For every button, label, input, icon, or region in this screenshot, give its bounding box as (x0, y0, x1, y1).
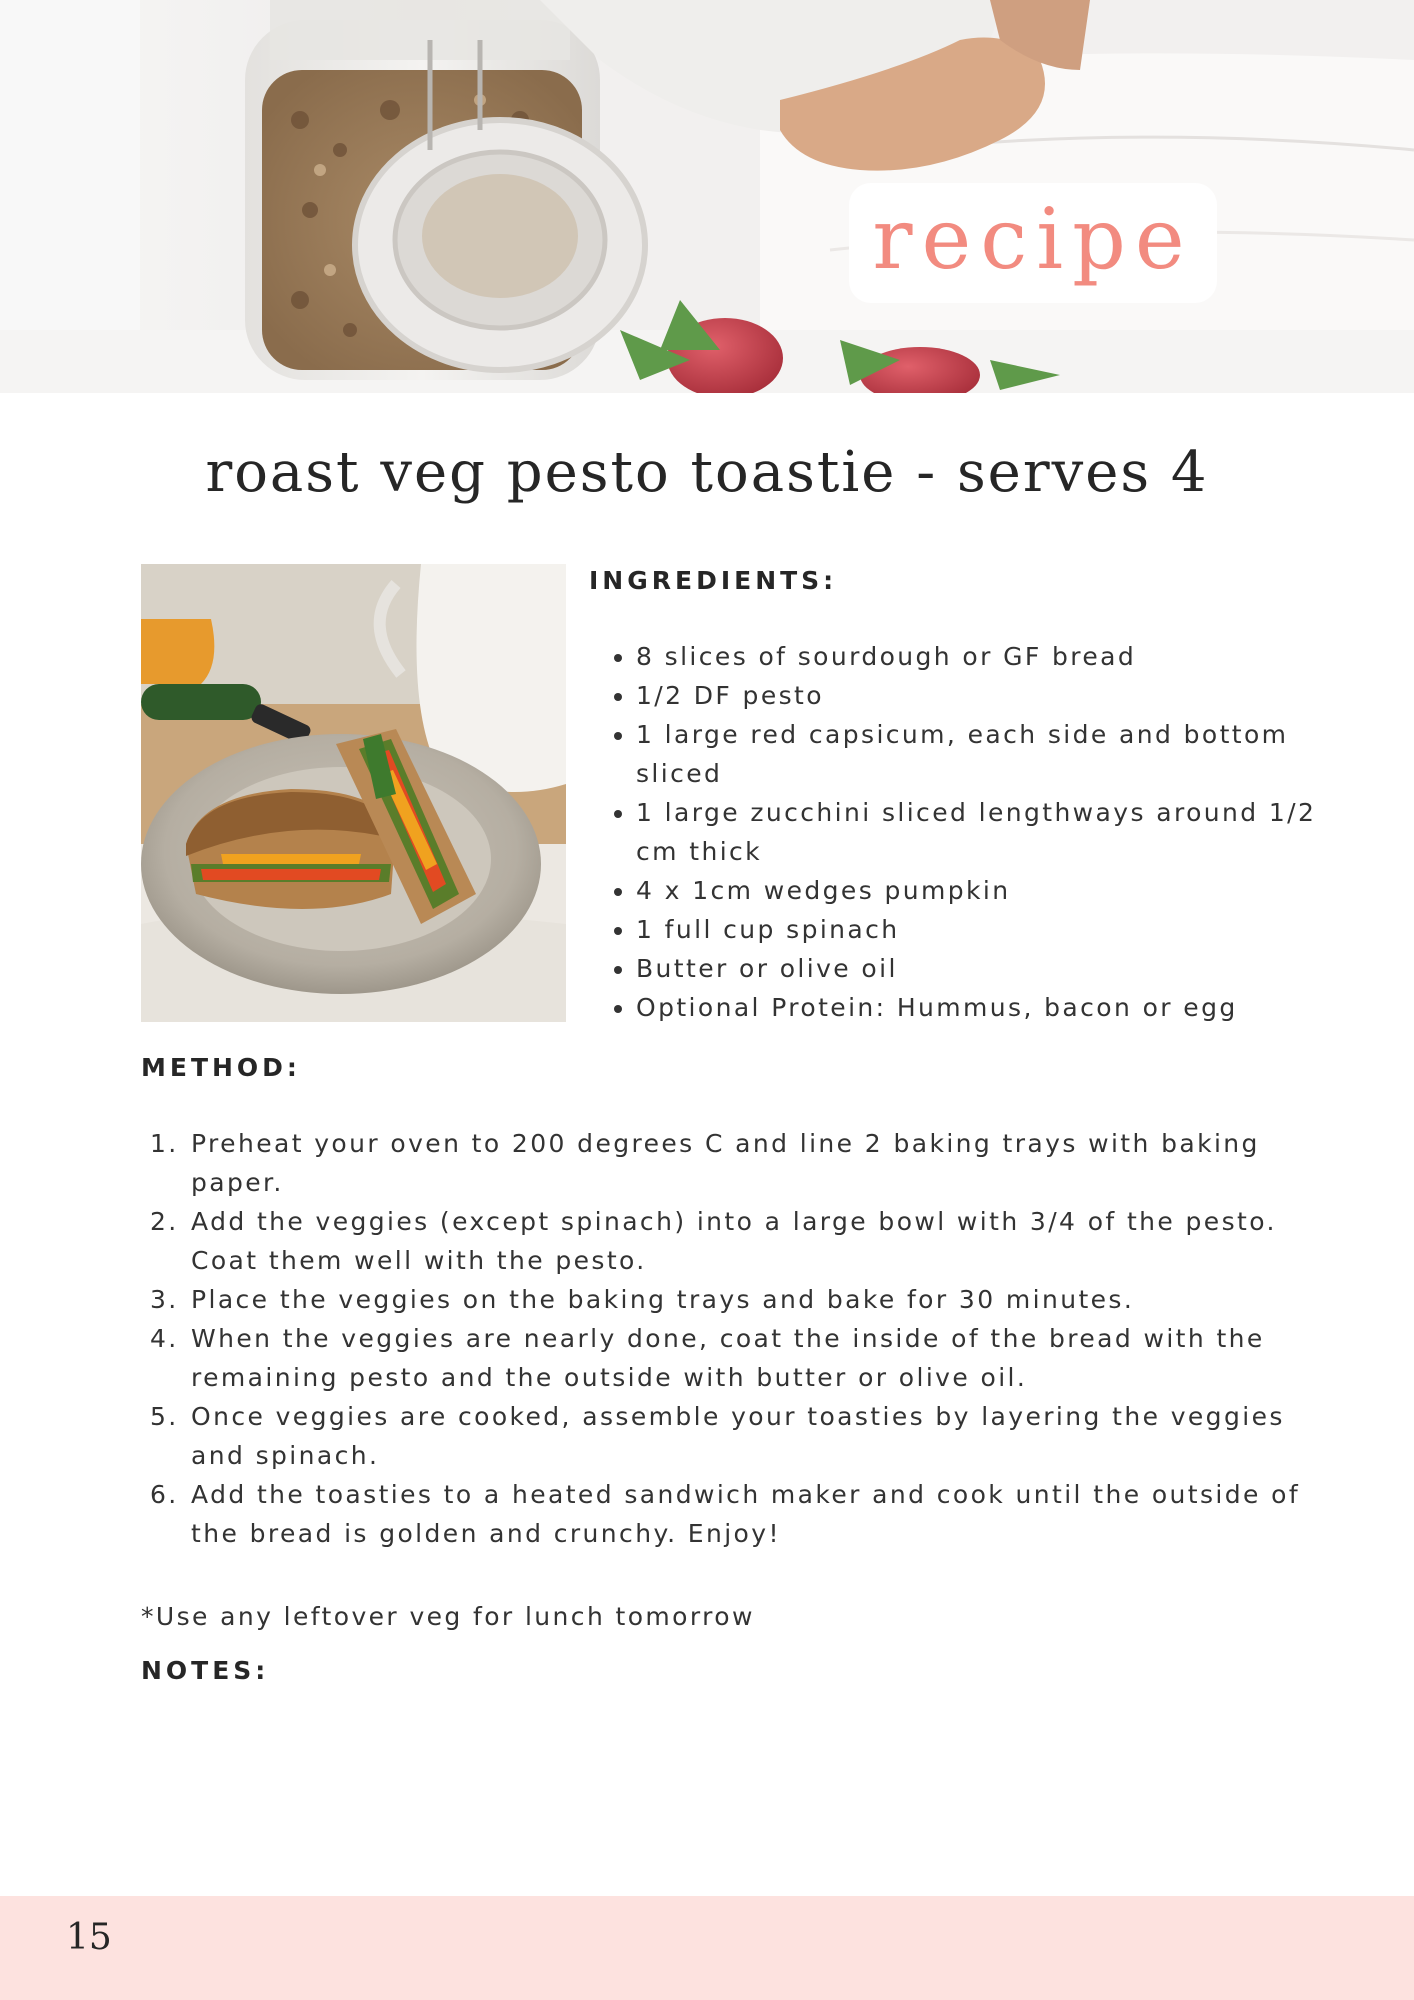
hero-photo (0, 0, 1414, 393)
leftover-tip: *Use any leftover veg for lunch tomorrow (141, 1602, 755, 1631)
notes-heading: NOTES: (141, 1656, 270, 1685)
method-step: 2. Add the veggies (except spinach) into a large bowl with 3/4 of the pesto. Coat them well with the pesto. (189, 1202, 1339, 1280)
ingredient-item: • Optional Protein: Hummus, bacon or egg (636, 988, 1356, 1027)
recipe-badge-text: recipe (872, 190, 1194, 288)
method-heading: METHOD: (141, 1053, 301, 1082)
recipe-badge (849, 183, 1217, 303)
page-number: 15 (66, 1917, 112, 1958)
ingredient-item: • 1 large red capsicum, each side and bottom sliced (636, 715, 1356, 793)
toastie-photo-illustration (141, 564, 566, 1022)
ingredient-item: • 1 full cup spinach (636, 910, 1356, 949)
toastie-photo (141, 564, 566, 1022)
method-step: 3. Place the veggies on the baking trays and bake for 30 minutes. (189, 1280, 1339, 1319)
ingredient-item: • 1 large zucchini sliced lengthways around 1/2 cm thick (636, 793, 1356, 871)
method-step: 4. When the veggies are nearly done, coat the inside of the bread with the remaining pesto and the outside with butter or olive oil. (189, 1319, 1339, 1397)
footer-band (0, 1896, 1414, 2000)
method-step: 5. Once veggies are cooked, assemble your toasties by layering the veggies and spinach. (189, 1397, 1339, 1475)
method-list (141, 1124, 1339, 1553)
method-step: 6. Add the toasties to a heated sandwich maker and cook until the outside of the bread is golden and crunchy. Enjoy! (189, 1475, 1339, 1553)
ingredient-item: • Butter or olive oil (636, 949, 1356, 988)
ingredients-heading: INGREDIENTS: (589, 566, 838, 595)
ingredients-list (590, 637, 1356, 1027)
method-step: 1. Preheat your oven to 200 degrees C and line 2 baking trays with baking paper. (189, 1124, 1339, 1202)
ingredient-item: • 1/2 DF pesto (636, 676, 1356, 715)
recipe-title: roast veg pesto toastie - serves 4 (205, 440, 1209, 505)
ingredient-item: • 4 x 1cm wedges pumpkin (636, 871, 1356, 910)
ingredient-item: • 8 slices of sourdough or GF bread (636, 637, 1356, 676)
